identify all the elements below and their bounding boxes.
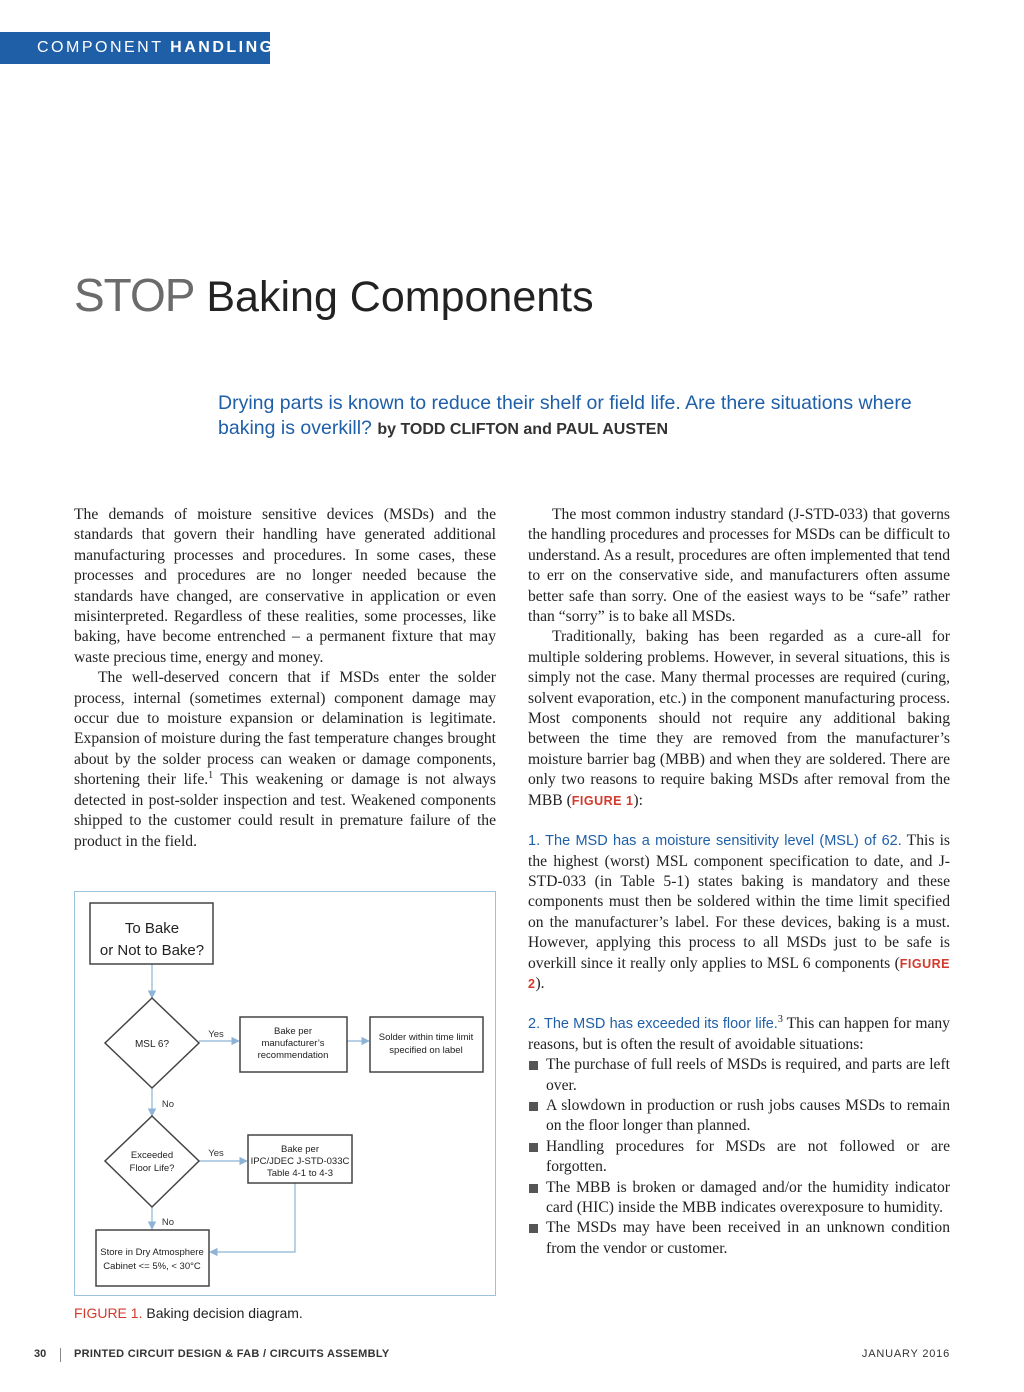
store-line-1: Store in Dry Atmosphere [100,1247,204,1258]
bake-ipc-line-2: IPC/JDEC J-STD-033C [250,1156,350,1167]
publication-name: PRINTED CIRCUIT DESIGN & FAB / CIRCUITS ASSEMBLY [74,1348,390,1360]
item-1-end: ). [535,974,545,992]
right-p2-end: ): [633,791,643,809]
byline: by TODD CLIFTON and PAUL AUSTEN [377,421,669,438]
section-prefix: COMPONENT [37,39,164,56]
right-paragraph-2 [528,627,950,811]
headline [74,268,594,322]
deck [218,391,918,442]
page-footer [34,1348,950,1364]
floor-question-line-1: Exceeded [130,1150,174,1161]
figure-1-ref: FIGURE 1 [571,793,634,808]
issue-date: JANUARY 2016 [861,1348,950,1360]
floor-no-label: No [161,1217,175,1228]
item-1-heading: 1. The MSD has a moisture sensitivity level (MSL) of 62. [528,833,902,850]
floor-yes-label: Yes [208,1148,224,1159]
item-1-body: This is the highest (worst) MSL component specification to date, and J-STD-033 (in Table 5-1) states baking is mandatory and these components must then be soldered within the time limit specified on the manufacturer’s label. For these devices, baking is a must. However, applying this process to all MSDs just to be safe is overkill since it really only applies to MSL 6 components ( [528,832,951,972]
flowchart [75,892,497,1297]
dry-storage-box [96,1230,209,1286]
bullet-square-icon [529,1061,538,1070]
left-p2-text: The well-deserved concern that if MSDs enter the solder process, internal (sometimes external) component damage may occur due to moisture expansion or delamination is legitimate. Expansion of moisture during the fast temperature changes brought about by the solder process can weaken or damage components, shortening their life. [74,669,496,789]
right-paragraph-1: The most common industry standard (J-STD-033) that governs the handling procedures and processes for MSDs can be difficult to understand. As a result, procedures are often implemented that tend to err on the conservative side, and manufacturers often assume better safe than sorry. One of the easiest ways to be “safe” rather than “sorry” is to bake all MSDs. [528,506,950,626]
solder-line-2: specified on label [389,1045,463,1056]
msl-question: MSL 6? [134,1039,170,1050]
bullet-square-icon [529,1224,538,1233]
bake-mfr-line-1: Bake per [273,1026,313,1037]
bullet-list [528,1055,950,1259]
left-paragraph-2 [74,668,496,852]
headline-emphasis: STOP [74,269,195,321]
bake-ipc-line-1: Bake per [280,1144,320,1155]
footnote-ref: 1 [208,770,214,782]
section-tab [0,32,275,64]
left-p2-end: This weakening or damage is not always detected in post-solder inspection and test. Weakened components shipped to the customer could result in premature failure of the product in the field. [74,771,496,850]
section-bold: HANDLING [170,39,275,56]
figure-1-diagram [74,891,496,1296]
item-2-body: This can happen for many reasons, but is often the result of avoidable situations: [528,1015,950,1053]
caption-label: FIGURE 1. [74,1305,143,1321]
figure-caption [74,1305,303,1321]
bullet-square-icon [529,1184,538,1193]
footer-divider [60,1348,61,1362]
caption-text: Baking decision diagram. [142,1305,303,1321]
footnote-ref: 3 [777,1014,783,1026]
msl-no-label: No [161,1099,175,1110]
numbered-item-1 [528,831,950,994]
floor-life-decision-diamond [105,1116,199,1207]
headline-rest: Baking Components [206,273,594,321]
solder-line-1: Solder within time limit [378,1032,474,1043]
figure-2-ref: FIGURE 2 [528,956,950,991]
msl-yes-label: Yes [208,1029,224,1040]
left-column [74,505,496,852]
numbered-item-2 [528,1014,950,1055]
left-paragraph-1: The demands of moisture sensitive devices (MSDs) and the standards that govern their handling have generated additional manufacturing processes and procedures. In some cases, these processes and procedures are no longer needed because the standards have changed, are conservative in application or even misinterpreted. Regardless of these realities, some processes, like baking, have become entrenched – a permanent fixture that may waste precious time, energy and money. [74,506,496,666]
page-number: 30 [34,1348,47,1360]
start-label-1: To Bake [124,920,180,937]
floor-question-line-2: Floor Life? [129,1163,175,1174]
bullet-square-icon [529,1143,538,1152]
bake-mfr-line-3: recommendation [257,1050,329,1061]
list-item: Handling procedures for MSDs are not followed or are forgotten. [528,1137,950,1178]
bullet-square-icon [529,1102,538,1111]
bake-mfr-line-2: manufacturer’s [261,1038,325,1049]
bake-ipc-line-3: Table 4-1 to 4-3 [266,1168,334,1179]
right-p2-text: Traditionally, baking has been regarded as a cure-all for multiple soldering problems. However, in several situations, this is simply not the case. Many thermal processes are required (curing, solvent evaporation, etc.) in the component manufacturing process. Most components should not require any additional baking between the time they are removed from the manufacturer’s moisture barrier bag (MBB) and when they are soldered. There are only two reasons to require baking MSDs after removal from the MBB ( [528,628,950,809]
list-item: The MBB is broken or damaged and/or the humidity indicator card (HIC) inside the MBB indicates overexposure to humidity. [528,1178,950,1219]
list-item: A slowdown in production or rush jobs causes MSDs to remain on the floor longer than planned. [528,1096,950,1137]
right-column [528,505,950,1259]
deck-text: Drying parts is known to reduce their shelf or field life. Are there situations where baking is overkill? [218,392,912,439]
item-2-heading: 2. The MSD has exceeded its floor life. [528,1016,778,1033]
store-line-2: Cabinet <= 5%, < 30°C [103,1261,201,1272]
list-item: The purchase of full reels of MSDs is required, and parts are left over. [528,1055,950,1096]
start-label-2: or Not to Bake? [99,942,205,959]
list-item: The MSDs may have been received in an unknown condition from the vendor or customer. [528,1218,950,1259]
